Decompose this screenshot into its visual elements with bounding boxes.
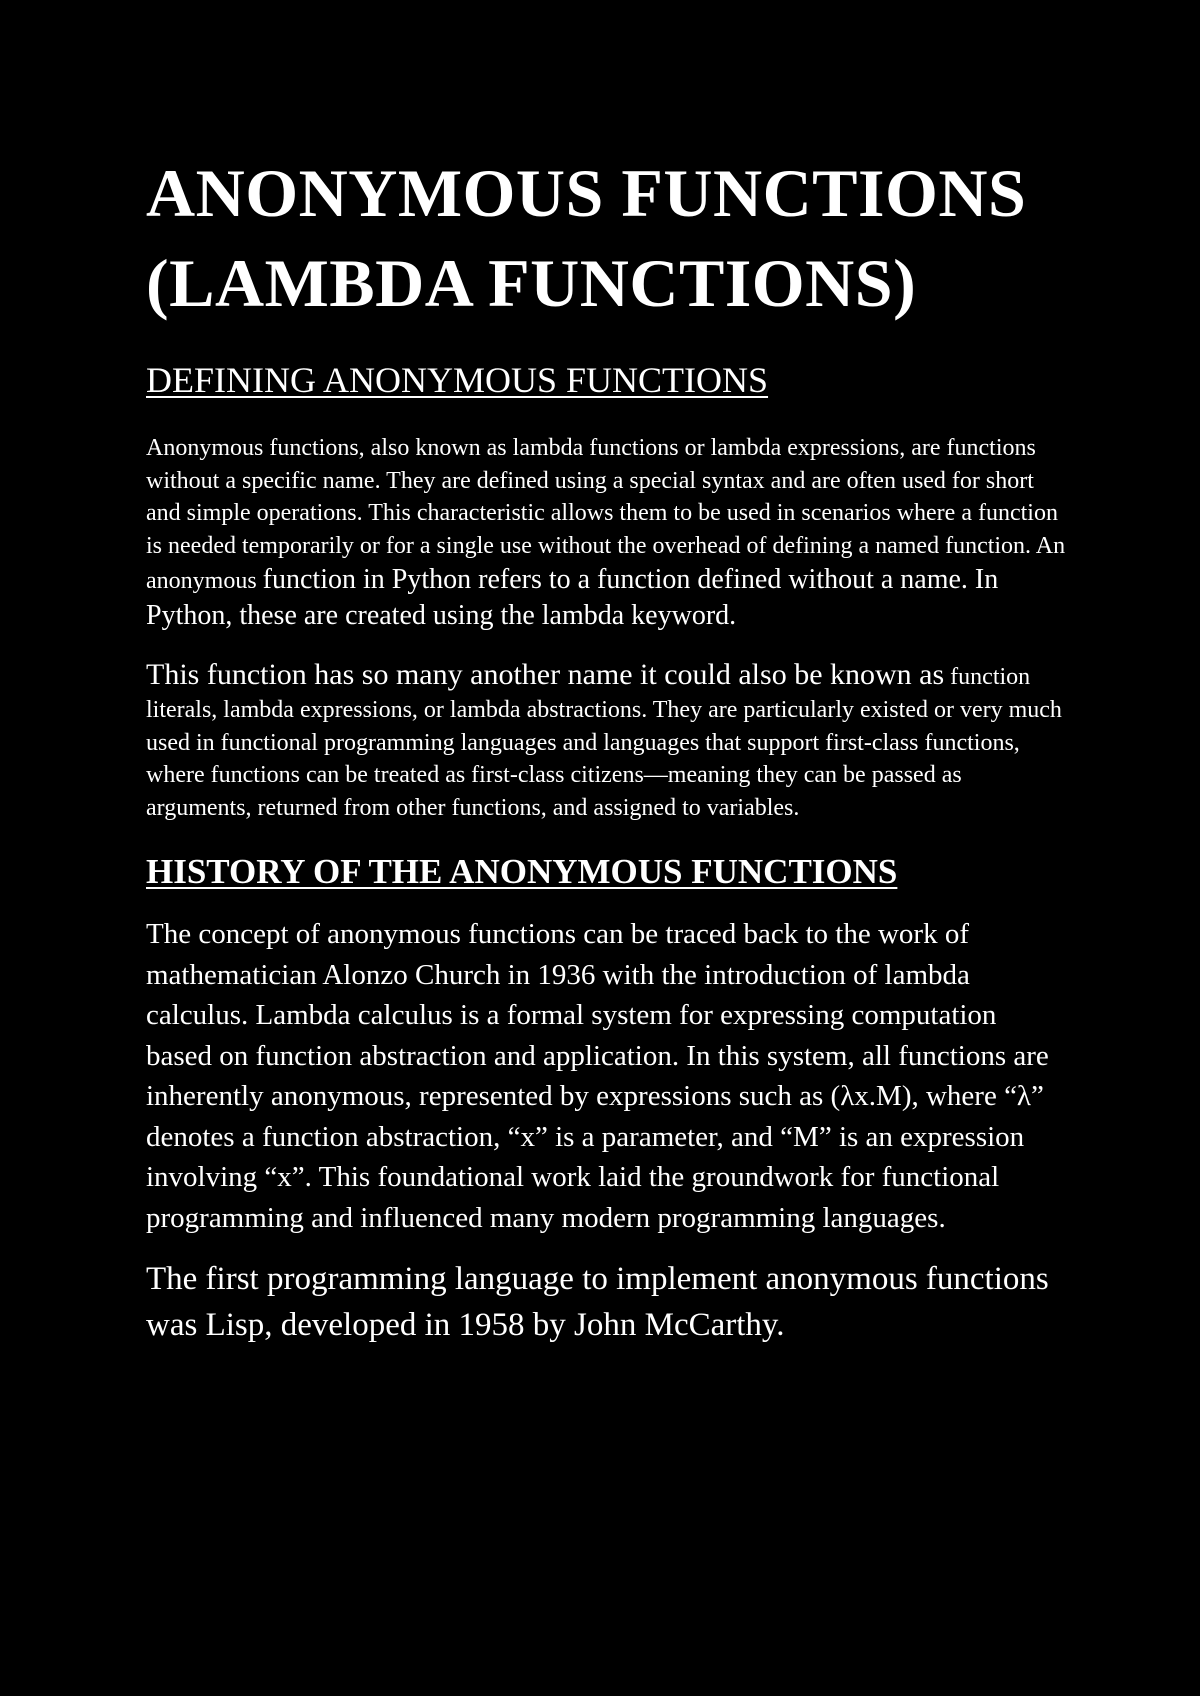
- paragraph-defining-2: [146, 656, 1066, 824]
- section-heading-defining: DEFINING ANONYMOUS FUNCTIONS: [146, 360, 769, 400]
- paragraph-defining-1: [146, 432, 1066, 634]
- paragraph-defining-2-lead: This function has so many another name it could also be known as: [146, 658, 945, 691]
- paragraph-history-1: The concept of anonymous functions can be traced back to the work of mathematician Alonzo Church in 1936 with the introduction of lambda calculus. Lambda calculus is a formal system for expressing computation based on function abstraction and application. In this system, all functions are inherently anonymous, represented by expressions such as (λx.M), where “λ” denotes a function abstraction, “x” is a parameter, and “M” is an expression involving “x”. This foundational work laid the groundwork for functional programming and influenced many modern programming languages.: [146, 918, 1049, 1234]
- document-page: [146, 148, 1066, 1348]
- document-title: ANONYMOUS FUNCTIONS (LAMBDA FUNCTIONS): [146, 155, 1027, 321]
- paragraph-history-2: The first programming language to implement anonymous functions was Lisp, developed in 1958 by John McCarthy.: [146, 1261, 1049, 1343]
- paragraph-defining-1-tail: function in Python refers to a function defined without a name. In Python, these are created using the lambda keyword.: [146, 564, 999, 631]
- paragraph-defining-2-rest: function literals, lambda expressions, or lambda abstractions. They are particularly existed or very much used in functional programming languages and languages that support first-class functions, where functions can be treated as first-class citizens—meaning they can be passed as arguments, returned from other functions, and assigned to variables.: [146, 664, 1062, 821]
- section-heading-history: HISTORY OF THE ANONYMOUS FUNCTIONS: [146, 852, 898, 891]
- paragraph-defining-1-main: Anonymous functions, also known as lambda functions or lambda expressions, are functions without a specific name. They are defined using a special syntax and are often used for short and simple operations. This characteristic allows them to be used in scenarios where a function is needed temporarily or for a single use without the overhead of defining a named function. An anonymous: [146, 435, 1066, 594]
